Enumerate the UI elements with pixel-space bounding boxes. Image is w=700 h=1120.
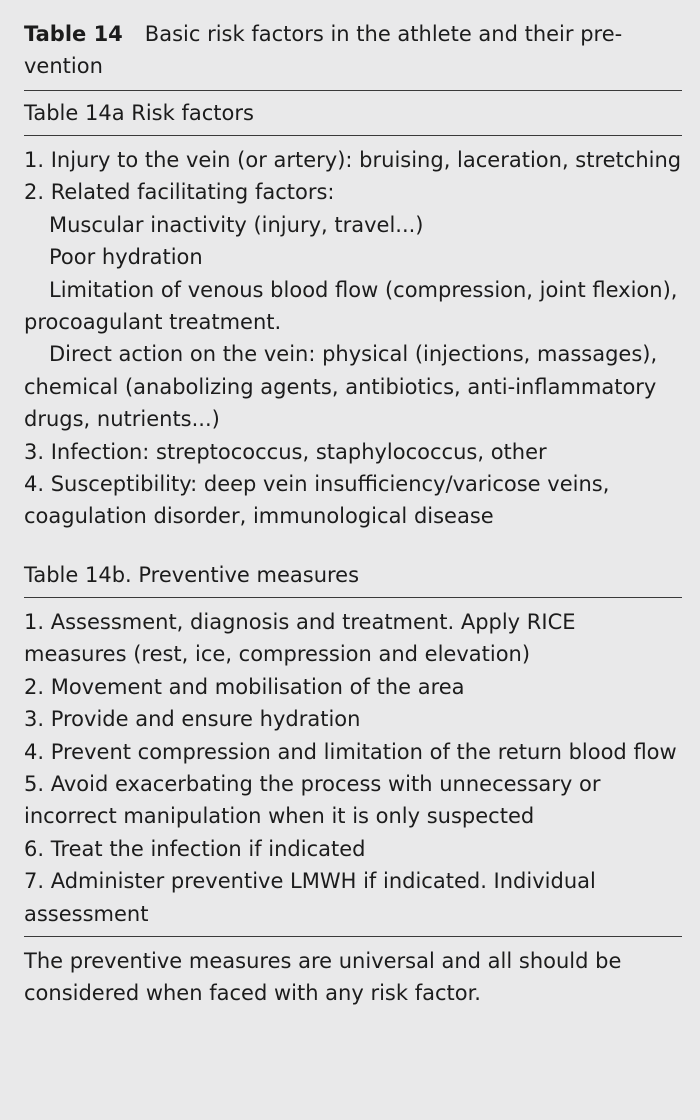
- section-heading-preventive-measures: Table 14b. Preventive measures: [24, 562, 360, 587]
- list-item: 4. Susceptibility: deep vein insufficiency/varicose veins, coagulation disorder, immunological disease: [24, 472, 610, 529]
- list-sub-item: Muscular inactivity (injury, travel...): [49, 212, 424, 237]
- list-item: 2. Related facilitating factors:: [24, 180, 335, 205]
- list-sub-item: Poor hydration: [49, 245, 203, 270]
- table-footnote: The preventive measures are universal and all should be considered when faced with any risk factor.: [24, 948, 622, 1005]
- risk-factors-list: [24, 136, 682, 533]
- list-item: 4. Prevent compression and limitation of the return blood flow: [24, 739, 677, 764]
- table-14: [24, 18, 682, 1009]
- section-heading-risk-factors: Table 14a Risk factors: [24, 101, 254, 125]
- list-item: 3. Infection: streptococcus, staphylococcus, other: [24, 439, 547, 464]
- table-title: Basic risk factors in the athlete and their pre-vention: [24, 22, 623, 78]
- list-item: 3. Provide and ensure hydration: [24, 707, 361, 732]
- list-item: 1. Assessment, diagnosis and treatment. Apply RICE measures (rest, ice, compression and elevation): [24, 609, 576, 667]
- table-caption: [24, 18, 682, 90]
- list-item: 5. Avoid exacerbating the process with unnecessary or incorrect manipulation when it is only suspected: [24, 771, 601, 829]
- list-sub-item: Direct action on the vein: physical (injections, massages), chemical (anabolizing agents, antibiotics, anti-inflammatory drugs, nutrients...): [24, 342, 658, 432]
- spacer: [24, 533, 682, 553]
- list-item: 6. Treat the infection if indicated: [24, 836, 366, 861]
- table-label: Table 14: [24, 22, 123, 46]
- preventive-measures-list: [24, 598, 682, 930]
- list-item: 2. Movement and mobilisation of the area: [24, 674, 465, 699]
- list-item: 1. Injury to the vein (or artery): bruising, laceration, stretching: [24, 148, 682, 172]
- list-item: 7. Administer preventive LMWH if indicated. Individual assessment: [24, 869, 596, 926]
- list-sub-item: Limitation of venous blood flow (compression, joint flexion), procoagulant treatment.: [24, 277, 678, 335]
